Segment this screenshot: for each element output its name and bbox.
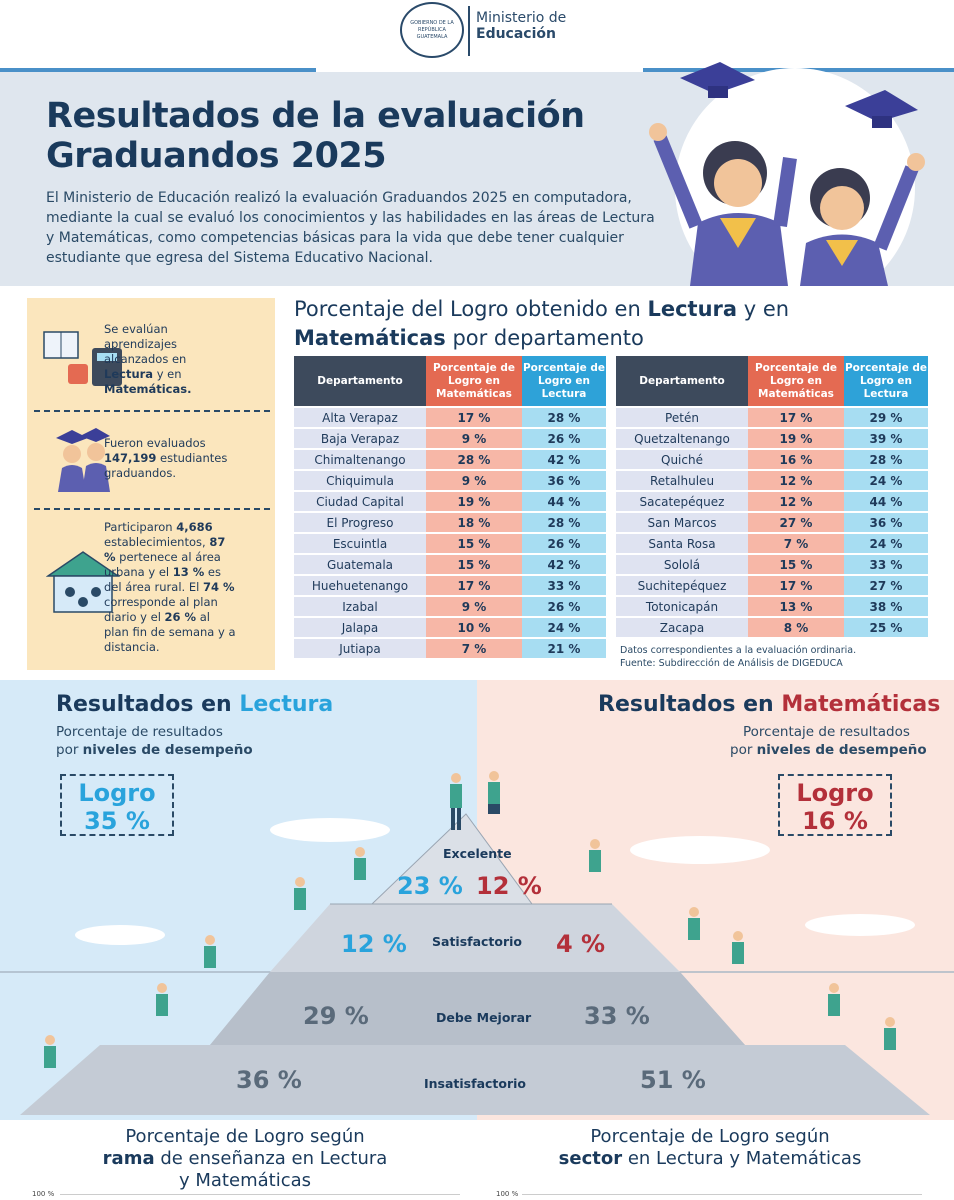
reading-cell: 28 % (522, 513, 606, 532)
reading-excelente-value: 23 % (397, 872, 463, 900)
reading-cell: 42 % (522, 450, 606, 469)
table-row (294, 555, 606, 574)
table-row (294, 576, 606, 595)
department-cell: San Marcos (616, 513, 748, 532)
math-excelente-value: 12 % (476, 872, 542, 900)
table-row (616, 513, 928, 532)
reading-cell: 42 % (522, 555, 606, 574)
info-block-establishments: Participaron 4,686 establecimientos, 87 % pertenece al área urbana y el 13 % es del área rural. El 74 % corresponde al plan diario y el 26 % al plan fin de semana y a distancia. (104, 520, 236, 654)
department-cell: Petén (616, 408, 748, 427)
department-cell: Totonicapán (616, 597, 748, 616)
panel-divider (34, 410, 270, 412)
math-cell: 9 % (426, 597, 522, 616)
department-cell: Escuintla (294, 534, 426, 553)
reading-results-subtitle-line1: Porcentaje de resultados (56, 724, 223, 740)
math-cell: 19 % (748, 429, 844, 448)
math-cell: 7 % (748, 534, 844, 553)
reading-cell: 24 % (844, 471, 928, 490)
department-cell: Quiché (616, 450, 748, 469)
math-cell: 15 % (748, 555, 844, 574)
table-row (294, 534, 606, 553)
department-cell: Quetzaltenango (616, 429, 748, 448)
reading-cell: 26 % (522, 534, 606, 553)
math-cell: 12 % (748, 471, 844, 490)
math-cell: 19 % (426, 492, 522, 511)
math-cell: 15 % (426, 534, 522, 553)
math-cell: 17 % (748, 576, 844, 595)
panel-divider (34, 508, 270, 510)
math-cell: 28 % (426, 450, 522, 469)
table-row (294, 597, 606, 616)
table-row (294, 429, 606, 448)
department-table-right (616, 354, 928, 639)
department-cell: Retalhuleu (616, 471, 748, 490)
reading-results-title: Resultados en Lectura (56, 692, 334, 717)
reading-cell: 33 % (844, 555, 928, 574)
math-logro-box: Logro 16 % (778, 774, 892, 836)
math-cell: 10 % (426, 618, 522, 637)
reading-cell: 26 % (522, 429, 606, 448)
math-results-subtitle-line2: por niveles de desempeño (730, 742, 927, 758)
reading-cell: 21 % (522, 639, 606, 658)
math-cell: 15 % (426, 555, 522, 574)
table-row (616, 471, 928, 490)
table-title-line2: Matemáticas por departamento (294, 326, 644, 350)
math-cell: 7 % (426, 639, 522, 658)
data-note: Datos correspondientes a la evaluación ordinaria. (620, 645, 857, 656)
reading-cell: 28 % (844, 450, 928, 469)
table-row (616, 618, 928, 637)
header-department: Departamento (294, 356, 426, 406)
table-row (294, 471, 606, 490)
math-cell: 13 % (748, 597, 844, 616)
reading-cell: 44 % (844, 492, 928, 511)
math-results-title: Resultados en Matemáticas (598, 692, 941, 717)
math-cell: 16 % (748, 450, 844, 469)
math-cell: 12 % (748, 492, 844, 511)
reading-cell: 38 % (844, 597, 928, 616)
math-cell: 18 % (426, 513, 522, 532)
table-row (616, 492, 928, 511)
climbers-top-icon (438, 768, 508, 834)
reading-cell: 28 % (522, 408, 606, 427)
reading-cell: 27 % (844, 576, 928, 595)
department-cell: Jutiapa (294, 639, 426, 658)
intro-paragraph: El Ministerio de Educación realizó la evaluación Graduandos 2025 en computadora, mediante la cual se evaluó los conocimientos y las habilidades en las áreas de Lectura y Matemáticas, como competencias básicas para la vida que debe tener cualquier estudiante que egresa del Sistema Educativo Nacional. (46, 190, 655, 266)
department-cell: Chimaltenango (294, 450, 426, 469)
reading-cell: 39 % (844, 429, 928, 448)
ministry-name-line2: Educación (476, 26, 556, 42)
math-results-subtitle-line1: Porcentaje de resultados (743, 724, 910, 740)
reading-cell: 36 % (522, 471, 606, 490)
graduates-illustration-icon (640, 58, 940, 286)
reading-cell: 36 % (844, 513, 928, 532)
department-table-left (294, 354, 606, 660)
sector-chart-axis-label: 100 % (496, 1190, 519, 1198)
table-row (294, 450, 606, 469)
table-row (616, 429, 928, 448)
math-satisfactorio-value: 4 % (556, 930, 606, 958)
info-block-evaluation-areas: Se evalúan aprendizajes alcanzados en Lectura y en Matemáticas. (104, 322, 192, 396)
table-row (616, 555, 928, 574)
math-cell: 17 % (426, 408, 522, 427)
math-cell: 27 % (748, 513, 844, 532)
math-debe-mejorar-value: 33 % (584, 1002, 650, 1030)
reading-cell: 25 % (844, 618, 928, 637)
header-department: Departamento (616, 356, 748, 406)
ministry-name-line1: Ministerio de (476, 10, 567, 26)
branch-chart-axis-label: 100 % (32, 1190, 55, 1198)
department-cell: Baja Verapaz (294, 429, 426, 448)
table-row (616, 450, 928, 469)
math-cell: 17 % (748, 408, 844, 427)
table-row (294, 492, 606, 511)
department-cell: Alta Verapaz (294, 408, 426, 427)
math-cell: 17 % (426, 576, 522, 595)
reading-satisfactorio-value: 12 % (341, 930, 407, 958)
header-math: Porcentaje de Logro en Matemáticas (426, 356, 522, 406)
reading-results-subtitle-line2: por niveles de desempeño (56, 742, 253, 758)
department-cell: Jalapa (294, 618, 426, 637)
table-row (294, 408, 606, 427)
table-row (294, 513, 606, 532)
math-cell: 8 % (748, 618, 844, 637)
reading-debe-mejorar-value: 29 % (303, 1002, 369, 1030)
reading-cell: 24 % (522, 618, 606, 637)
level-label-debe-mejorar: Debe Mejorar (436, 1010, 532, 1025)
level-label-excelente: Excelente (443, 846, 512, 861)
math-cell: 9 % (426, 429, 522, 448)
department-cell: Ciudad Capital (294, 492, 426, 511)
department-cell: Sacatepéquez (616, 492, 748, 511)
reading-insatisfactorio-value: 36 % (236, 1066, 302, 1094)
reading-cell: 33 % (522, 576, 606, 595)
source-note: Fuente: Subdirección de Análisis de DIGEDUCA (620, 658, 843, 669)
branch-chart-title: Porcentaje de Logro según rama de enseñanza en Lectura y Matemáticas (102, 1126, 388, 1191)
table-row (616, 597, 928, 616)
reading-cell: 44 % (522, 492, 606, 511)
table-title-line1: Porcentaje del Logro obtenido en Lectura y en (294, 297, 790, 321)
reading-logro-box: Logro 35 % (60, 774, 174, 836)
department-cell: Guatemala (294, 555, 426, 574)
header-math: Porcentaje de Logro en Matemáticas (748, 356, 844, 406)
level-label-insatisfactorio: Insatisfactorio (424, 1076, 527, 1091)
department-cell: Izabal (294, 597, 426, 616)
table-row (294, 639, 606, 658)
sector-chart-gridline (522, 1194, 922, 1195)
department-cell: Suchitepéquez (616, 576, 748, 595)
department-cell: Zacapa (616, 618, 748, 637)
sector-chart-title: Porcentaje de Logro según sector en Lectura y Matemáticas (558, 1126, 862, 1169)
level-label-satisfactorio: Satisfactorio (432, 934, 523, 949)
department-cell: Huehuetenango (294, 576, 426, 595)
math-insatisfactorio-value: 51 % (640, 1066, 706, 1094)
header-reading: Porcentaje de Logro en Lectura (522, 356, 606, 406)
guatemala-seal-icon: GOBIERNO DE LA REPÚBLICA GUATEMALA (400, 2, 464, 58)
branch-chart-gridline (60, 1194, 460, 1195)
department-cell: Sololá (616, 555, 748, 574)
table-row (616, 534, 928, 553)
reading-cell: 24 % (844, 534, 928, 553)
page-title-line1: Resultados de la evaluación (46, 96, 585, 136)
header-reading: Porcentaje de Logro en Lectura (844, 356, 928, 406)
table-row (616, 576, 928, 595)
reading-cell: 26 % (522, 597, 606, 616)
department-cell: El Progreso (294, 513, 426, 532)
table-row (616, 408, 928, 427)
department-cell: Chiquimula (294, 471, 426, 490)
table-row (294, 618, 606, 637)
department-cell: Santa Rosa (616, 534, 748, 553)
info-block-students: Fueron evaluados 147,199 estudiantes graduandos. (104, 436, 228, 480)
reading-cell: 29 % (844, 408, 928, 427)
page-title-line2: Graduandos 2025 (46, 136, 387, 176)
logo-separator (468, 6, 470, 56)
math-cell: 9 % (426, 471, 522, 490)
